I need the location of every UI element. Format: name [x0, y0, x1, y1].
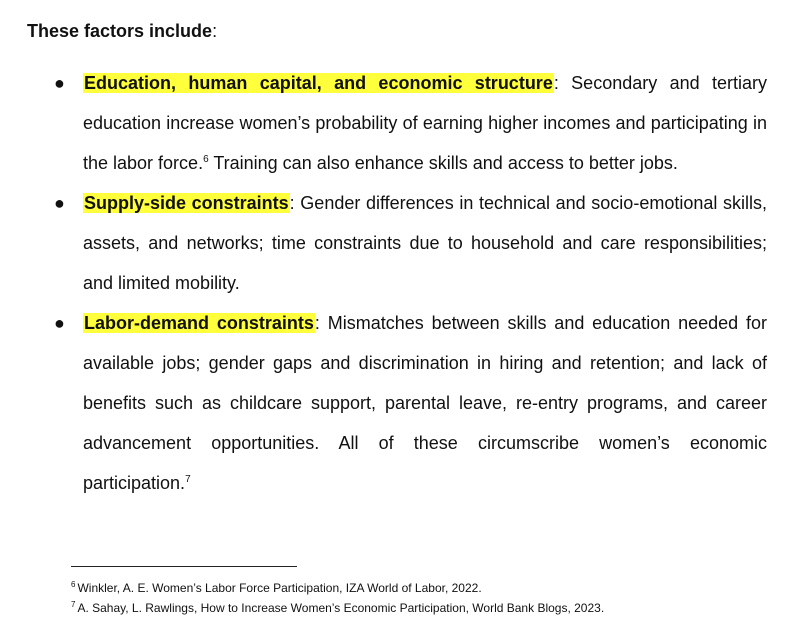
item-text-continued: Training can also enhance skills and access to better jobs. [208, 153, 678, 173]
footnote-7 [71, 598, 604, 618]
intro-line [27, 18, 217, 44]
bullet-icon: ● [54, 73, 65, 93]
intro-colon: : [212, 21, 218, 41]
bullet-icon: ● [54, 193, 65, 213]
footnote-text: Winkler, A. E. Women’s Labor Force Participation, IZA World of Labor, 2022. [77, 581, 482, 595]
highlighted-term: Education, human capital, and economic structure [84, 73, 553, 93]
intro-bold: These factors include [27, 21, 213, 41]
footnote-text: A. Sahay, L. Rawlings, How to Increase Women’s Economic Participation, World Bank Blogs, 2023. [77, 601, 605, 615]
list-item-labor-demand [54, 303, 767, 503]
footnote-number: 7 [71, 600, 76, 609]
footnotes [71, 578, 604, 618]
list-item-education [54, 63, 767, 183]
footnote-ref[interactable]: 6 [203, 154, 209, 165]
factors-list [54, 63, 767, 503]
item-text: : Mismatches between skills and education needed for available jobs; gender gaps and discrimination in hiring and retention; and lack of benefits such as childcare support, parental leave, re-entry programs, and career advancement opportunities. All of these circumscribe women’s economic participation. [83, 313, 767, 493]
bullet-icon: ● [54, 313, 65, 333]
item-text: : Secondary and tertiary education increase women’s probability of earning higher incomes and participating in the labor force. [83, 73, 767, 173]
footnote-ref[interactable]: 7 [185, 474, 191, 485]
item-text: : Gender differences in technical and socio-emotional skills, assets, and networks; time constraints due to household and care responsibilities; and limited mobility. [83, 193, 767, 293]
highlighted-term: Labor-demand constraints [84, 313, 314, 333]
footnote-divider [71, 566, 297, 567]
highlighted-term: Supply-side constraints [84, 193, 289, 213]
list-item-supply-side [54, 183, 767, 303]
footnote-number: 6 [71, 580, 76, 589]
footnote-6 [71, 578, 604, 598]
